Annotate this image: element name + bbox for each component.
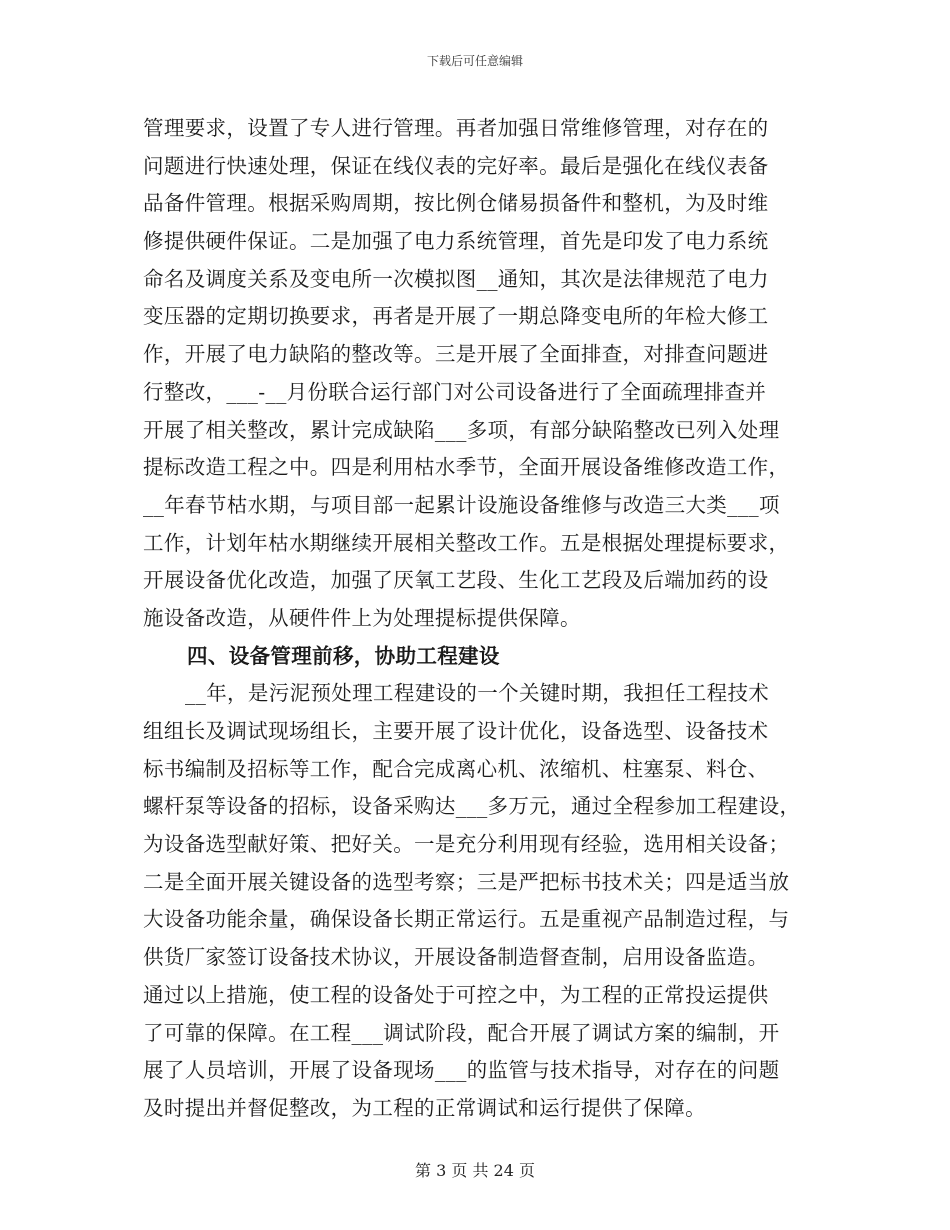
paragraph-line: 及时提出并督促整改，为工程的正常调试和运行提供了保障。	[143, 1095, 706, 1120]
paragraph-line: 开展设备优化改造，加强了厌氧工艺段、生化工艺段及后端加药的设	[143, 568, 769, 593]
paragraph-line: 通过以上措施，使工程的设备处于可控之中，为工程的正常投运提供	[143, 982, 769, 1007]
paragraph-line: 问题进行快速处理，保证在线仪表的完好率。最后是强化在线仪表备	[143, 153, 769, 178]
paragraph-line: 展了人员培训，开展了设备现场___的监管与技术指导，对存在的问题	[143, 1058, 780, 1083]
paragraph-line: 开展了相关整改，累计完成缺陷___多项，有部分缺陷整改已列入处理	[143, 417, 780, 442]
paragraph-line: 组组长及调试现场组长，主要开展了设计优化，设备选型、设备技术	[143, 719, 769, 743]
paragraph-line: 二是全面开展关键设备的选型考察；三是严把标书技术关；四是适当放	[143, 869, 790, 894]
paragraph-line: 了可靠的保障。在工程___调试阶段，配合开展了调试方案的编制，开	[143, 1020, 780, 1045]
paragraph-line: 大设备功能余量，确保设备长期正常运行。五是重视产品制造过程，与	[143, 907, 790, 932]
paragraph-line: 作，开展了电力缺陷的整改等。三是开展了全面排查，对排查问题进	[143, 342, 769, 367]
paragraph-line: 变压器的定期切换要求，再者是开展了一期总降变电所的年检大修工	[143, 304, 769, 329]
paragraph-line: 螺杆泵等设备的招标，设备采购达___多万元，通过全程参加工程建设，	[143, 794, 801, 819]
section-heading: 四、设备管理前移，协助工程建设	[187, 643, 500, 668]
paragraph-line: 工作，计划年枯水期继续开展相关整改工作。五是根据处理提标要求，	[143, 530, 790, 555]
paragraph-line: 品备件管理。根据采购周期，按比例仓储易损备件和整机，为及时维	[143, 191, 769, 216]
paragraph-line: 修提供硬件保证。二是加强了电力系统管理，首先是印发了电力系统	[143, 229, 769, 254]
paragraph-line: 提标改造工程之中。四是利用枯水季节，全面开展设备维修改造工作，	[143, 455, 790, 480]
paragraph-line: 供货厂家签订设备技术协议，开展设备制造督查制，启用设备监造。	[143, 945, 769, 970]
paragraph-line: __年，是污泥预处理工程建设的一个关键时期，我担任工程技术	[185, 681, 770, 706]
paragraph-line: 标书编制及招标等工作，配合完成离心机、浓缩机、柱塞泵、料仓、	[143, 756, 769, 781]
page-number: 第 3 页 共 24 页	[415, 1161, 535, 1180]
paragraph-line: 命名及调度关系及变电所一次模拟图__通知，其次是法律规范了电力	[143, 266, 769, 291]
paragraph-line: 管理要求，设置了专人进行管理。再者加强日常维修管理，对存在的	[143, 116, 769, 140]
paragraph-line: __年春节枯水期，与项目部一起累计设施设备维修与改造三大类___项	[143, 492, 780, 517]
paragraph-line: 为设备选型献好策、把好关。一是充分利用现有经验，选用相关设备；	[143, 832, 790, 857]
page-header: 下载后可任意编辑	[426, 54, 523, 68]
paragraph-line: 施设备改造，从硬件件上为处理提标提供保障。	[143, 605, 581, 630]
document-body	[143, 110, 823, 1128]
paragraph-line: 行整改，___-__月份联合运行部门对公司设备进行了全面疏理排查并	[143, 379, 767, 404]
